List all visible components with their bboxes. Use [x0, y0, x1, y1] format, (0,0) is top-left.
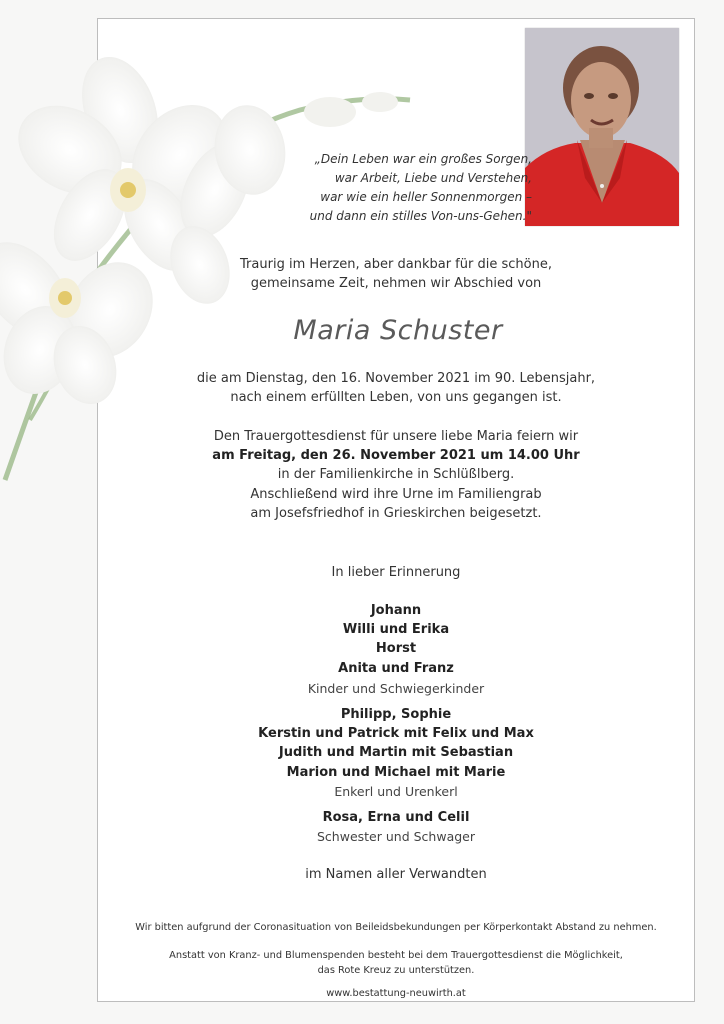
relatives-line: im Namen aller Verwandten [305, 867, 487, 882]
poem-quote [260, 150, 532, 226]
mourner-name: Johann [370, 603, 422, 618]
service-line: Den Trauergottesdienst für unsere liebe Maria feiern wir [213, 429, 579, 444]
poem-line: war Arbeit, Liebe und Verstehen, [334, 171, 532, 185]
memory-label: In lieber Erinnerung [331, 565, 461, 580]
poem-line: „Dein Leben war ein großes Sorgen, [314, 152, 532, 166]
mourner-name: Marion und Michael mit Marie [286, 765, 506, 780]
poem-line: und dann ein stilles Von-uns-Gehen." [309, 209, 532, 223]
mourner-name: Rosa, Erna und Celil [322, 810, 470, 825]
relation-label: Kinder und Schwiegerkinder [307, 681, 485, 696]
service-line: Anschließend wird ihre Urne im Familiengrab [250, 487, 542, 502]
corona-note: Wir bitten aufgrund der Coronasituation von Beileidsbekundungen per Körperkontakt Abstand zu nehmen. [135, 922, 657, 933]
deceased-name: Maria Schuster [293, 315, 503, 346]
mourner-name: Philipp, Sophie [340, 707, 452, 722]
mourner-name: Willi und Erika [342, 622, 450, 637]
mourner-name: Judith und Martin mit Sebastian [278, 745, 514, 760]
mourner-name: Horst [375, 641, 417, 656]
portrait-photo [525, 28, 679, 226]
service-line: in der Familienkirche in Schlüßlberg. [277, 467, 515, 482]
relation-label: Enkerl und Urenkerl [334, 784, 458, 799]
mourner-name: Anita und Franz [338, 661, 454, 676]
death-notice-line: die am Dienstag, den 16. November 2021 im 90. Lebensjahr, [196, 371, 596, 386]
donation-note: Anstatt von Kranz- und Blumenspenden besteht bei dem Trauergottesdienst die Möglichkeit, [169, 950, 623, 961]
intro-line: gemeinsame Zeit, nehmen wir Abschied von [250, 276, 542, 291]
service-date: am Freitag, den 26. November 2021 um 14.00 Uhr [212, 448, 580, 463]
intro-line: Traurig im Herzen, aber dankbar für die schöne, [240, 257, 552, 272]
mourner-name: Kerstin und Patrick mit Felix und Max [258, 726, 534, 741]
donation-note: das Rote Kreuz zu unterstützen. [317, 965, 475, 976]
death-notice-line: nach einem erfüllten Leben, von uns gegangen ist. [230, 390, 562, 405]
service-line: am Josefsfriedhof in Grieskirchen beigesetzt. [250, 506, 542, 521]
website-link[interactable]: www.bestattung-neuwirth.at [326, 988, 466, 999]
poem-line: war wie ein heller Sonnenmorgen – [320, 190, 532, 204]
relation-label: Schwester und Schwager [317, 829, 475, 844]
